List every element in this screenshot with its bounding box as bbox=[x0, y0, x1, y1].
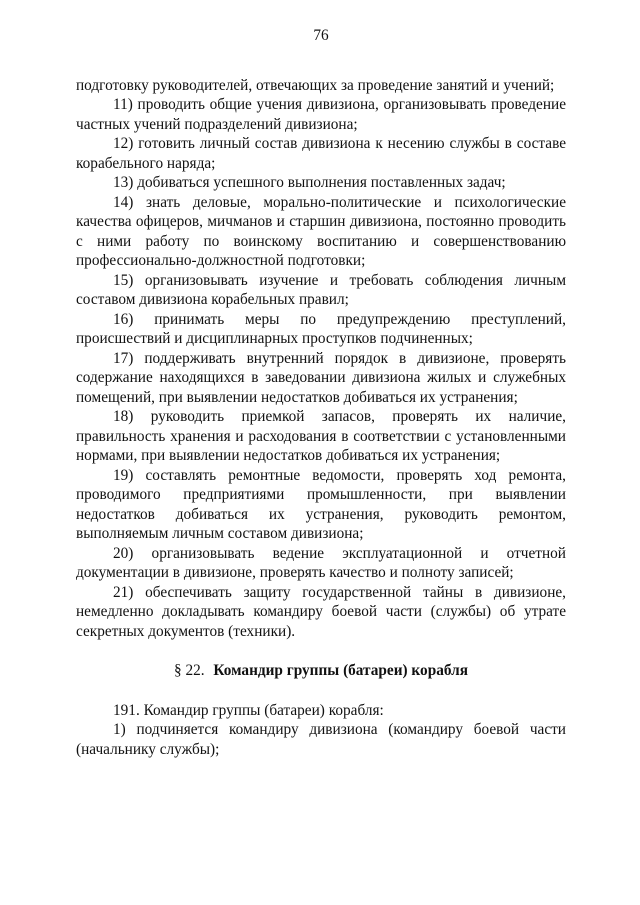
article-191: 191. Командир группы (батареи) корабля: bbox=[113, 701, 384, 719]
section-number: § 22. bbox=[174, 662, 205, 679]
list-item-21: 21) обеспечивать защиту государственной тайны в дивизионе, немедленно докладывать командиру боевой части (службы) об утрате секретных документов (техники). bbox=[76, 583, 566, 640]
section-title: Командир группы (батареи) корабля bbox=[213, 662, 468, 679]
list-item-17: 17) поддерживать внутренний порядок в дивизионе, проверять содержание находящихся в заведовании дивизиона жилых и служебных помещений, при выявлении недостатков добиваться их устранения; bbox=[76, 349, 566, 406]
list-item-15: 15) организовывать изучение и требовать соблюдения личным составом дивизиона корабельных правил; bbox=[76, 271, 566, 308]
page-number: 76 bbox=[313, 27, 329, 44]
list-item-11: 11) проводить общие учения дивизиона, организовывать проведение частных учений подразделений дивизиона; bbox=[76, 96, 566, 133]
list-item-13: 13) добиваться успешного выполнения поставленных задач; bbox=[113, 174, 506, 191]
list-item-20: 20) организовывать ведение эксплуатационной и отчетной документации в дивизионе, проверять качество и полноту записей; bbox=[76, 544, 566, 581]
list-item-18: 18) руководить приемкой запасов, проверять их наличие, правильность хранения и расходования в соответствии с установленными нормами, при выявлении недостатков добиваться их устранения; bbox=[76, 408, 566, 464]
paragraphs-before bbox=[76, 76, 566, 642]
paragraph: подготовку руководителей, отвечающих за проведение занятий и учений; bbox=[76, 76, 555, 94]
list-item-16: 16) принимать меры по предупреждению преступлений, происшествий и дисциплинарных проступков подчиненных; bbox=[76, 310, 566, 347]
paragraphs-after bbox=[76, 701, 566, 760]
list-item-12: 12) готовить личный состав дивизиона к несению службы в составе корабельного наряда; bbox=[76, 135, 566, 172]
list-item-1: 1) подчиняется командиру дивизиона (командиру боевой части (начальнику службы); bbox=[76, 721, 566, 758]
list-item-14: 14) знать деловые, морально-политические и психологические качества офицеров, мичманов и старшин дивизиона, постоянно проводить с ними работу по воинскому воспитанию и совершенствованию профессионально-должностной подготовки; bbox=[76, 193, 566, 269]
list-item-19: 19) составлять ремонтные ведомости, проверять ход ремонта, проводимого предприятиями промышленности, при выявлении недостатков добиваться их устранения, руководить ремонтом, выполняемым личным составом дивизиона; bbox=[76, 466, 566, 542]
section-heading bbox=[76, 661, 566, 681]
